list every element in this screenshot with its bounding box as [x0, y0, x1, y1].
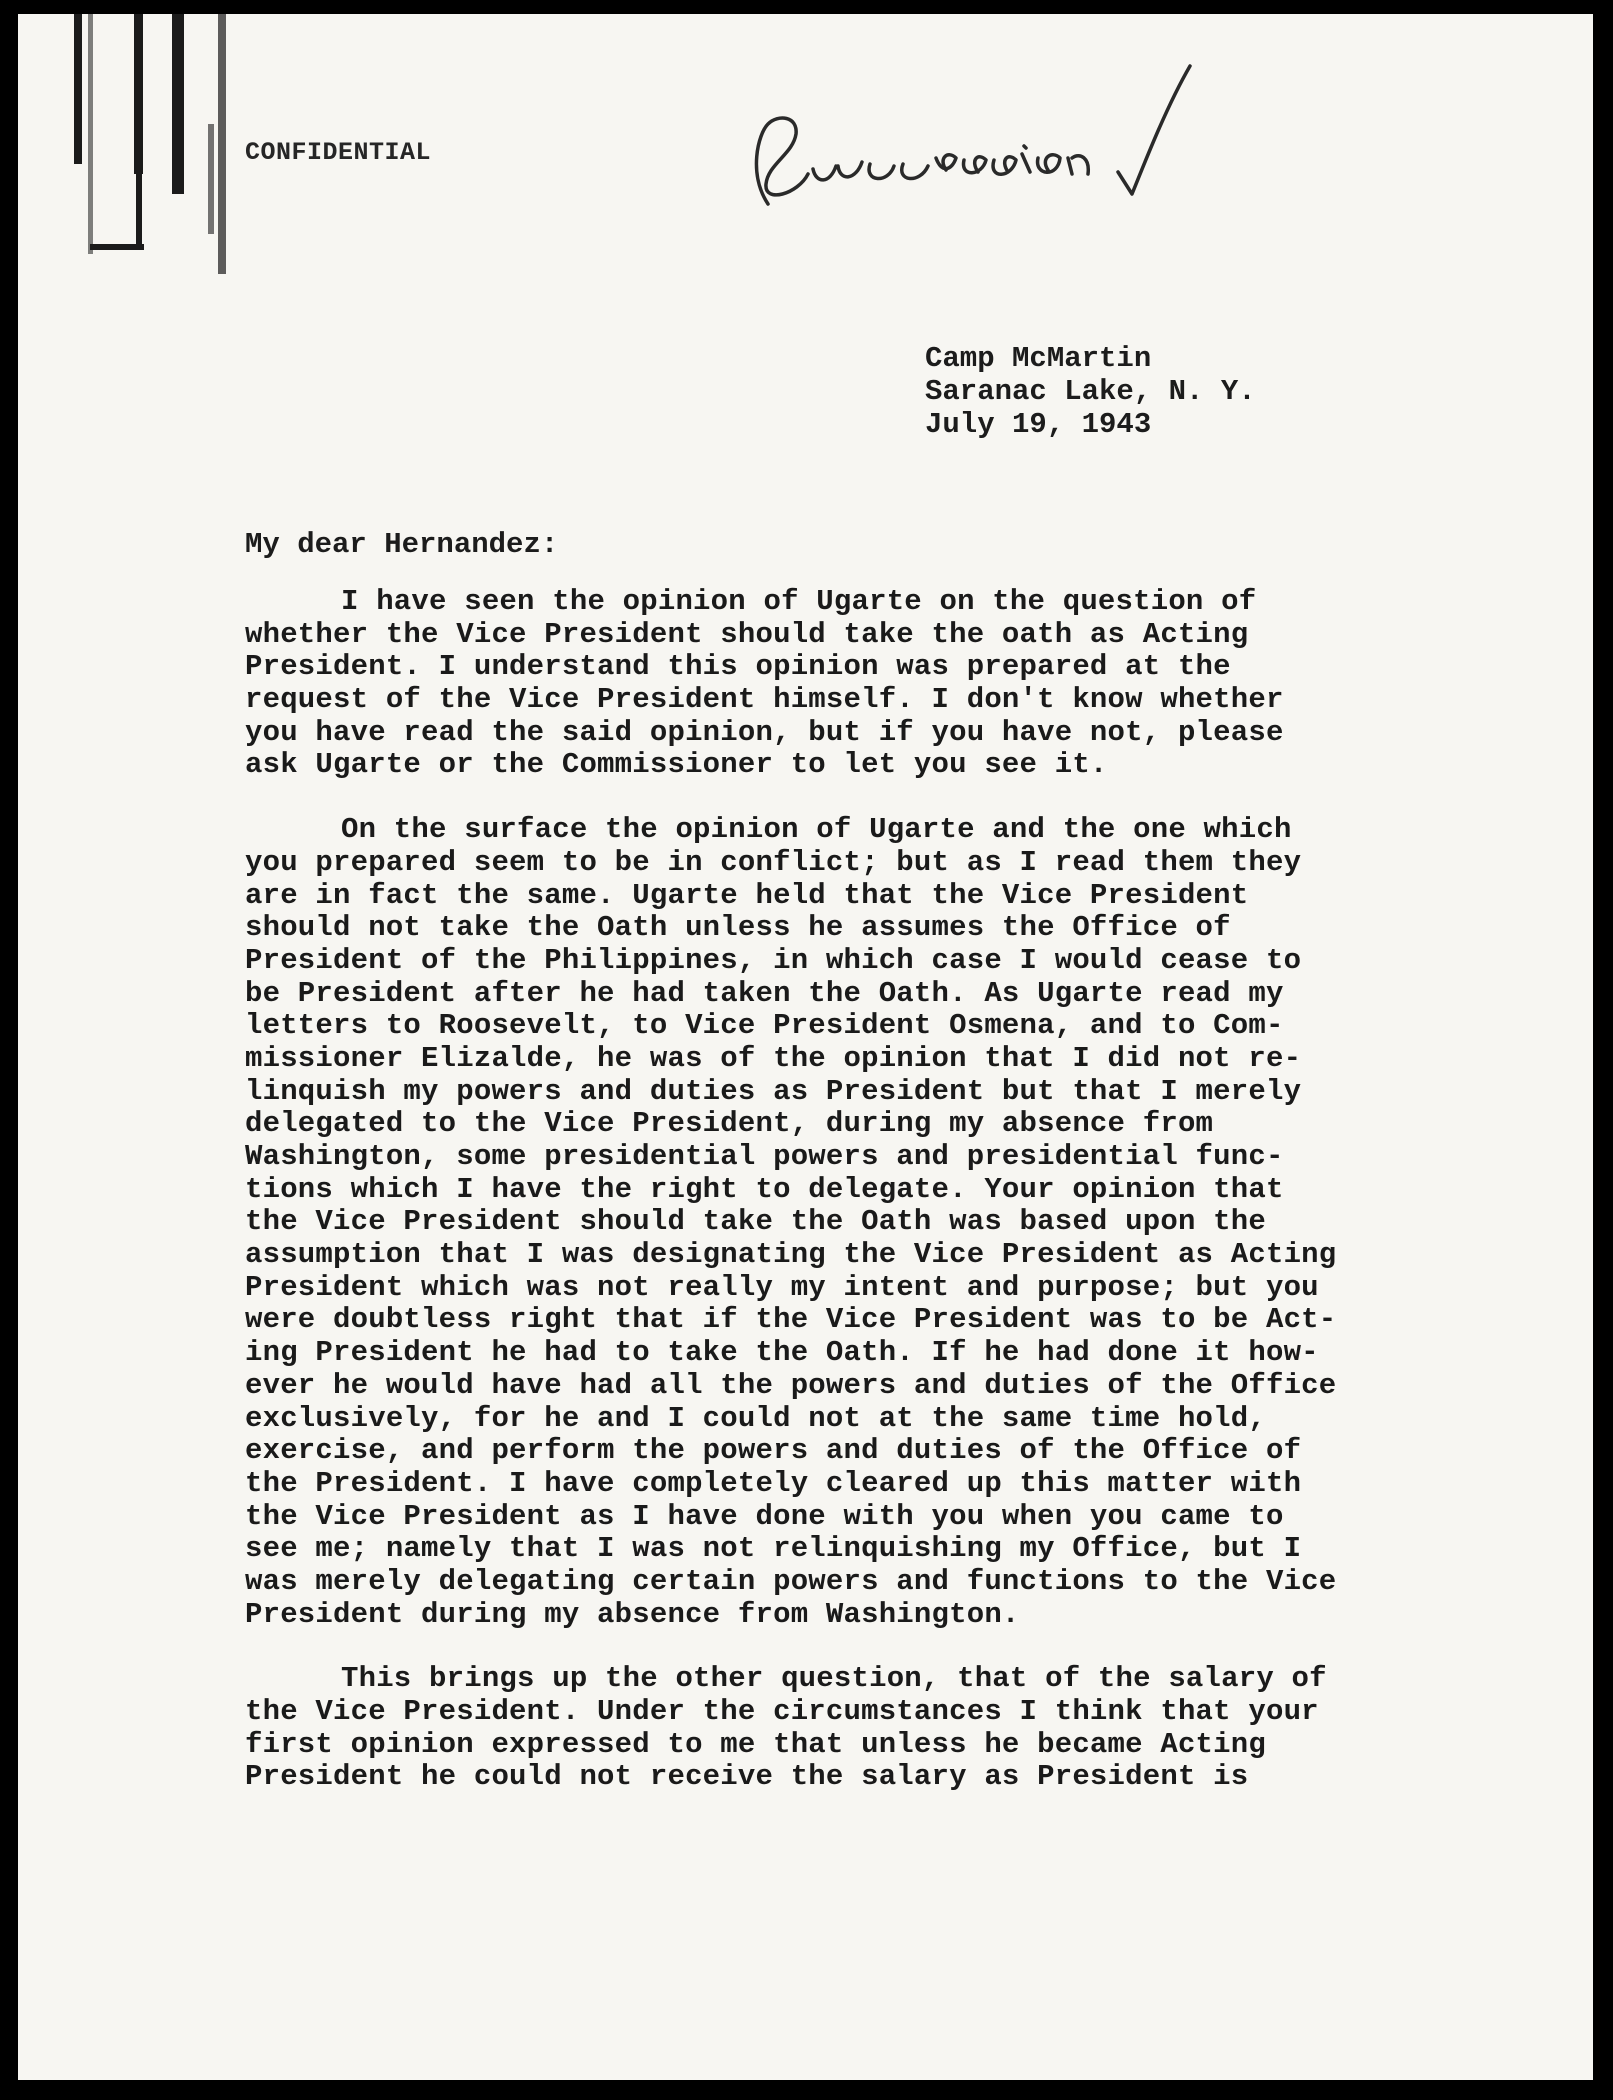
text-line: exclusively, for he and I could not at the same time hold, — [245, 1401, 1266, 1435]
text-line: the Vice President as I have done with you when you came to — [245, 1499, 1284, 1533]
text-line: letters to Roosevelt, to Vice President Osmena, and to Com- — [245, 1009, 1284, 1043]
text-line: delegated to the Vice President, during my absence from — [245, 1107, 1214, 1141]
text-line: see me; namely that I was not relinquishing my Office, but I — [245, 1532, 1302, 1566]
text-line: were doubtless right that if the Vice President was to be Act- — [245, 1303, 1337, 1337]
text-line: be President after he had taken the Oath. As Ugarte read my — [245, 976, 1284, 1010]
text-line: exercise, and perform the powers and duties of the Office of — [245, 1434, 1302, 1468]
handwritten-note-text — [738, 54, 739, 55]
text-line: tions which I have the right to delegate. Your opinion that — [245, 1172, 1284, 1206]
text-line: I have seen the opinion of Ugarte on the question of — [341, 585, 1257, 618]
text-line: President. I understand this opinion was prepared at the — [245, 650, 1231, 684]
binder-marks — [38, 14, 268, 294]
text-line: ever he would have had all the powers and duties of the Office — [245, 1368, 1337, 1402]
paragraph-2 — [245, 814, 1495, 1631]
text-line: first opinion expressed to me that unless he became Acting — [245, 1727, 1266, 1761]
letter-page — [18, 14, 1593, 2080]
text-line: are in fact the same. Ugarte held that the Vice President — [245, 878, 1249, 912]
sender-address — [925, 342, 1256, 441]
salutation: My dear Hernandez: — [245, 528, 559, 561]
text-line: whether the Vice President should take the oath as Acting — [245, 617, 1249, 651]
text-line: should not take the Oath unless he assumes the Office of — [245, 911, 1231, 945]
paragraph-3 — [245, 1663, 1495, 1794]
text-line: missioner Elizalde, he was of the opinion that I did not re- — [245, 1041, 1302, 1075]
letter-date: July 19, 1943 — [925, 408, 1152, 441]
text-line: the President. I have completely cleared up this matter with — [245, 1466, 1302, 1500]
text-line: you have read the said opinion, but if you have not, please — [245, 715, 1284, 749]
classification-stamp: CONFIDENTIAL — [245, 138, 432, 167]
handwritten-scribble — [738, 54, 1198, 224]
address-line: Saranac Lake, N. Y. — [925, 375, 1256, 408]
text-line: request of the Vice President himself. I don't know whether — [245, 683, 1284, 717]
text-line: the Vice President. Under the circumstances I think that your — [245, 1695, 1319, 1728]
text-line: the Vice President should take the Oath was based upon the — [245, 1205, 1266, 1239]
text-line: ask Ugarte or the Commissioner to let you see it. — [245, 748, 1108, 782]
text-line: ing President he had to take the Oath. If he had done it how- — [245, 1336, 1319, 1370]
text-line: was merely delegating certain powers and functions to the Vice — [245, 1564, 1337, 1598]
text-line: President of the Philippines, in which case I would cease to — [245, 943, 1302, 977]
text-line: Washington, some presidential powers and presidential func- — [245, 1140, 1284, 1173]
text-line: linquish my powers and duties as President but that I merely — [245, 1074, 1302, 1108]
paragraph-1 — [245, 586, 1495, 782]
letter-body — [245, 586, 1495, 1826]
text-line: President during my absence from Washington. — [245, 1597, 1020, 1631]
text-line: President he could not receive the salary as President is — [245, 1760, 1249, 1794]
text-line: On the surface the opinion of Ugarte and the one which — [341, 813, 1292, 847]
text-line: you prepared seem to be in conflict; but as I read them they — [245, 845, 1302, 879]
handwritten-note — [738, 54, 1198, 224]
address-line: Camp McMartin — [925, 342, 1152, 375]
text-line: President which was not really my intent and purpose; but you — [245, 1270, 1319, 1304]
text-line: assumption that I was designating the Vice President as Acting — [245, 1238, 1337, 1272]
text-line: This brings up the other question, that of the salary of — [341, 1662, 1327, 1696]
